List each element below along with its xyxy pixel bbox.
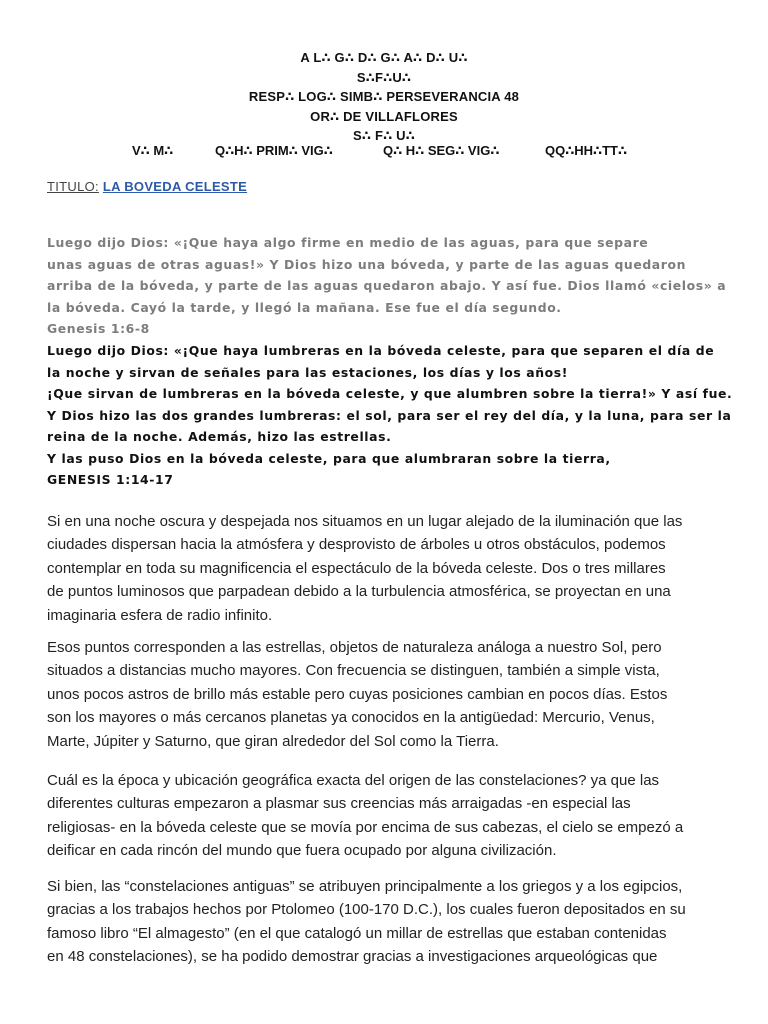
- quote2-line: Y Dios hizo las dos grandes lumbreras: el sol, para ser el rey del día, y la luna, para ser la: [47, 407, 732, 423]
- paragraph-line: diferentes culturas empezaron a plasmar sus creencias más arraigadas -en especial las: [47, 795, 631, 813]
- title-label: TITULO:: [47, 179, 99, 194]
- paragraph-line: Esos puntos corresponden a las estrellas, objetos de naturaleza análoga a nuestro Sol, pero: [47, 639, 662, 656]
- paragraph-line: famoso libro “El almagesto” (en el que catalogó un millar de estrellas que estaban contenidas: [47, 924, 667, 942]
- genesis-quote-1: [47, 232, 727, 340]
- paragraph-line: deificar en cada rincón del mundo que fuera ocupado por alguna civilización.: [47, 842, 557, 860]
- officer-prim-vig: Q∴H∴ PRIM∴ VIG∴: [215, 143, 333, 158]
- quote2-line: ¡Que sirvan de lumbreras en la bóveda celeste, y que alumbren sobre la tierra!» Y así fue.: [47, 386, 733, 401]
- officer-qq-hh-tt: QQ∴HH∴TT∴: [545, 143, 628, 158]
- quote2-line: Y las puso Dios en la bóveda celeste, para que alumbraran sobre la tierra,: [47, 450, 611, 466]
- quote1-line: Luego dijo Dios: «¡Que haya algo firme en medio de las aguas, para que separe: [47, 235, 649, 250]
- officer-seg-vig: Q∴ H∴ SEG∴ VIG∴: [383, 143, 500, 158]
- paragraph-line: Si en una noche oscura y despejada nos situamos en un lugar alejado de la iluminación que las: [47, 513, 683, 530]
- officer-vm: V∴ M∴: [132, 143, 174, 158]
- quote1-line: unas aguas de otras aguas!» Y Dios hizo una bóveda, y parte de las aguas quedaron: [47, 256, 687, 272]
- paragraph-line: unos pocos astros de brillo más estable pero cuyas posiciones cambian en pocos días. Estos: [47, 685, 668, 703]
- paragraph-line: de puntos luminosos que parpadean debido a la turbulencia atmosférica, se proyectan en una: [47, 583, 671, 601]
- quote2-line: Luego dijo Dios: «¡Que haya lumbreras en la bóveda celeste, para que separen el día de: [47, 343, 715, 358]
- header-line-3: RESP∴ LOG∴ SIMB∴ PERSEVERANCIA 48: [248, 89, 520, 104]
- header-line-5: S∴ F∴ U∴: [353, 128, 415, 143]
- paragraph-4: [47, 875, 723, 969]
- quote1-line: arriba de la bóveda, y parte de las aguas quedaron abajo. Y así fue. Dios llamó «cielos» a: [47, 278, 727, 293]
- paragraph-line: Si bien, las “constelaciones antiguas” se atribuyen principalmente a los griegos y a los egipcios,: [47, 878, 683, 895]
- paragraph-line: ciudades dispersan hacia la atmósfera y desprovisto de árboles u otros obstáculos, podemos: [47, 536, 666, 554]
- header-line-1: A L∴ G∴ D∴ G∴ A∴ D∴ U∴: [300, 50, 468, 65]
- quote1-reference: Genesis 1:6-8: [47, 321, 150, 336]
- genesis-quote-2: [47, 340, 733, 491]
- paragraph-line: Cuál es la época y ubicación geográfica exacta del origen de las constelaciones? ya que las: [47, 772, 660, 789]
- paragraph-line: Marte, Júpiter y Saturno, que giran alrededor del Sol como la Tierra.: [47, 732, 499, 750]
- paragraph-line: contemplar en toda su magnificencia el espectáculo de la bóveda celeste. Dos o tres millares: [47, 559, 666, 577]
- title-value: LA BOVEDA CELESTE: [102, 179, 248, 194]
- paragraph-2: [47, 636, 723, 753]
- quote2-line: la noche y sirvan de señales para las estaciones, los días y los años!: [47, 364, 568, 380]
- paragraph-line: religiosas- en la bóveda celeste que se movía por encima de sus cabezas, el cielo se empezó a: [47, 818, 684, 836]
- document-title: [47, 179, 247, 194]
- quote2-line: reina de la noche. Además, hizo las estrellas.: [47, 429, 392, 444]
- paragraph-3: [47, 769, 723, 863]
- paragraph-line: gracias a los trabajos hechos por Ptolomeo (100-170 D.C.), los cuales fueron depositados en su: [47, 901, 686, 919]
- paragraph-line: son los mayores o más cercanos planetas ya conocidos en la antigüedad: Mercurio, Venus,: [47, 709, 655, 727]
- paragraph-line: en 48 constelaciones), se ha podido demostrar gracias a investigaciones arqueológicas que: [47, 948, 658, 966]
- paragraph-1: [47, 510, 723, 627]
- paragraph-line: imaginaria esfera de radio infinito.: [47, 606, 273, 624]
- paragraph-line: situados a distancias mucho mayores. Con frecuencia se distinguen, también a simple vista,: [47, 662, 660, 680]
- quote2-reference: GENESIS 1:14-17: [47, 472, 174, 487]
- header-line-4: OR∴ DE VILLAFLORES: [310, 108, 458, 124]
- quote1-line: la bóveda. Cayó la tarde, y llegó la mañana. Ese fue el día segundo.: [47, 299, 562, 315]
- lodge-header: [0, 48, 768, 146]
- officers-line: [0, 143, 768, 163]
- header-line-2: S∴F∴U∴: [356, 69, 412, 85]
